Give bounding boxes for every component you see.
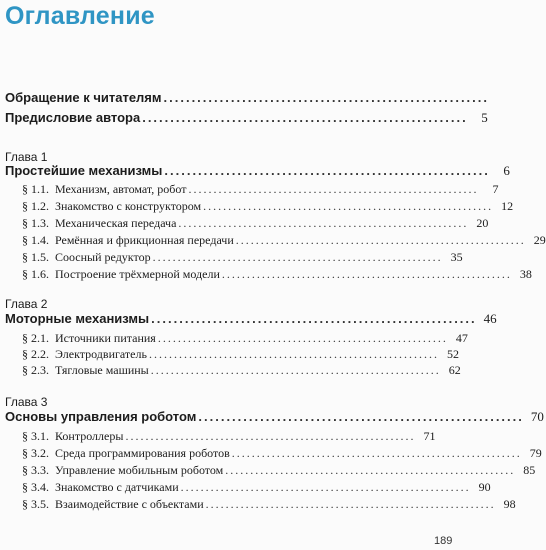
section-page: 85	[523, 463, 536, 477]
section-title: Контроллеры	[55, 429, 124, 443]
toc-chapter-3[interactable]	[5, 409, 544, 425]
toc-entry-title: Предисловие автора	[5, 110, 141, 125]
section-number: § 1.4.	[22, 233, 49, 247]
toc-section[interactable]	[22, 480, 491, 495]
toc-section[interactable]	[22, 267, 532, 282]
leader-dots: ..........................................................	[235, 233, 526, 247]
section-page: 98	[503, 497, 516, 511]
section-number: § 3.4.	[22, 480, 49, 494]
section-page: 38	[519, 267, 532, 281]
section-number: § 1.1.	[22, 182, 49, 196]
toc-section[interactable]	[22, 363, 461, 378]
chapter-title: Простейшие механизмы	[5, 163, 163, 178]
toc-section[interactable]	[22, 331, 468, 346]
leader-dots: ..........................................................	[157, 331, 448, 345]
section-title: Управление мобильным роботом	[55, 463, 224, 477]
section-page: 7	[492, 182, 499, 196]
chapter-title: Моторные механизмы	[5, 311, 150, 326]
leader-dots: ..........................................................	[151, 311, 477, 326]
leader-dots: ..........................................................	[188, 182, 479, 196]
chapter-label: Глава 3	[5, 395, 48, 409]
section-title: Знакомство с датчиками	[55, 480, 179, 494]
toc-entry-page: 5	[481, 110, 488, 125]
section-page: 47	[455, 331, 468, 345]
toc-entry-readers-address[interactable]	[5, 90, 490, 105]
section-page: 35	[450, 250, 463, 264]
section-number: § 3.3.	[22, 463, 49, 477]
section-title: Тягловые машины	[55, 363, 149, 377]
toc-chapter-2[interactable]	[5, 311, 497, 327]
section-title: Среда программирования роботов	[55, 446, 230, 460]
toc-section[interactable]	[22, 429, 436, 444]
toc-entry-author-preface[interactable]	[5, 110, 488, 126]
section-page: 90	[478, 480, 491, 494]
chapter-label: Глава 2	[5, 297, 48, 311]
section-number: § 2.3.	[22, 363, 49, 377]
section-number: § 1.5.	[22, 250, 49, 264]
section-title: Механизм, автомат, робот	[55, 182, 187, 196]
leader-dots: ..........................................................	[205, 497, 496, 511]
leader-dots: ..........................................................	[142, 110, 468, 125]
toc-section[interactable]	[22, 250, 463, 265]
toc-section[interactable]	[22, 463, 536, 478]
section-page: 71	[423, 429, 436, 443]
chapter-page: 46	[483, 311, 497, 326]
section-title: Соосный редуктор	[55, 250, 151, 264]
leader-dots: ..........................................................	[231, 446, 522, 460]
leader-dots: ..........................................................	[225, 463, 516, 477]
section-page: 52	[446, 347, 459, 361]
section-page: 20	[476, 216, 489, 230]
section-page: 79	[529, 446, 542, 460]
chapter-title: Основы управления роботом	[5, 409, 197, 424]
section-title: Построение трёхмерной модели	[55, 267, 220, 281]
leader-dots: ..........................................................	[180, 480, 471, 494]
leader-dots: ..........................................................	[198, 409, 524, 424]
toc-section[interactable]	[22, 182, 499, 197]
toc-section[interactable]	[22, 347, 459, 362]
section-title: Ремённая и фрикционная передачи	[55, 233, 234, 247]
toc-section[interactable]	[22, 446, 542, 461]
leader-dots: ..........................................................	[125, 429, 416, 443]
section-title: Знакомство с конструктором	[55, 199, 202, 213]
section-page: 29	[533, 233, 546, 247]
section-title: Взаимодействие с объектами	[55, 497, 204, 511]
leader-dots: ..........................................................	[164, 163, 490, 178]
chapter-page: 70	[530, 409, 544, 424]
toc-section[interactable]	[22, 199, 514, 214]
section-page: 12	[501, 199, 514, 213]
leader-dots: ..........................................................	[148, 347, 439, 361]
section-title: Механическая передача	[55, 216, 177, 230]
leader-dots: ..........................................................	[163, 90, 490, 105]
section-number: § 3.1.	[22, 429, 49, 443]
toc-section[interactable]	[22, 216, 489, 231]
chapter-page: 6	[503, 163, 510, 178]
toc-chapter-1[interactable]	[5, 163, 510, 179]
leader-dots: ..........................................................	[152, 250, 443, 264]
section-number: § 1.3.	[22, 216, 49, 230]
leader-dots: ..........................................................	[221, 267, 512, 281]
section-number: § 2.2.	[22, 347, 49, 361]
section-number: § 1.6.	[22, 267, 49, 281]
leader-dots: ..........................................................	[150, 363, 441, 377]
section-number: § 3.5.	[22, 497, 49, 511]
section-page: 62	[448, 363, 461, 377]
section-number: § 1.2.	[22, 199, 49, 213]
section-title: Электродвигатель	[55, 347, 147, 361]
leader-dots: ..........................................................	[203, 199, 494, 213]
section-title: Источники питания	[55, 331, 156, 345]
section-number: § 2.1.	[22, 331, 49, 345]
leader-dots: ..........................................................	[178, 216, 469, 230]
page-number: 189	[434, 535, 453, 547]
chapter-label: Глава 1	[5, 150, 48, 164]
page-title: Оглавление	[5, 2, 155, 30]
section-number: § 3.2.	[22, 446, 49, 460]
toc-section[interactable]	[22, 497, 516, 512]
toc-section[interactable]	[22, 233, 546, 248]
toc-entry-title: Обращение к читателям	[5, 90, 162, 105]
